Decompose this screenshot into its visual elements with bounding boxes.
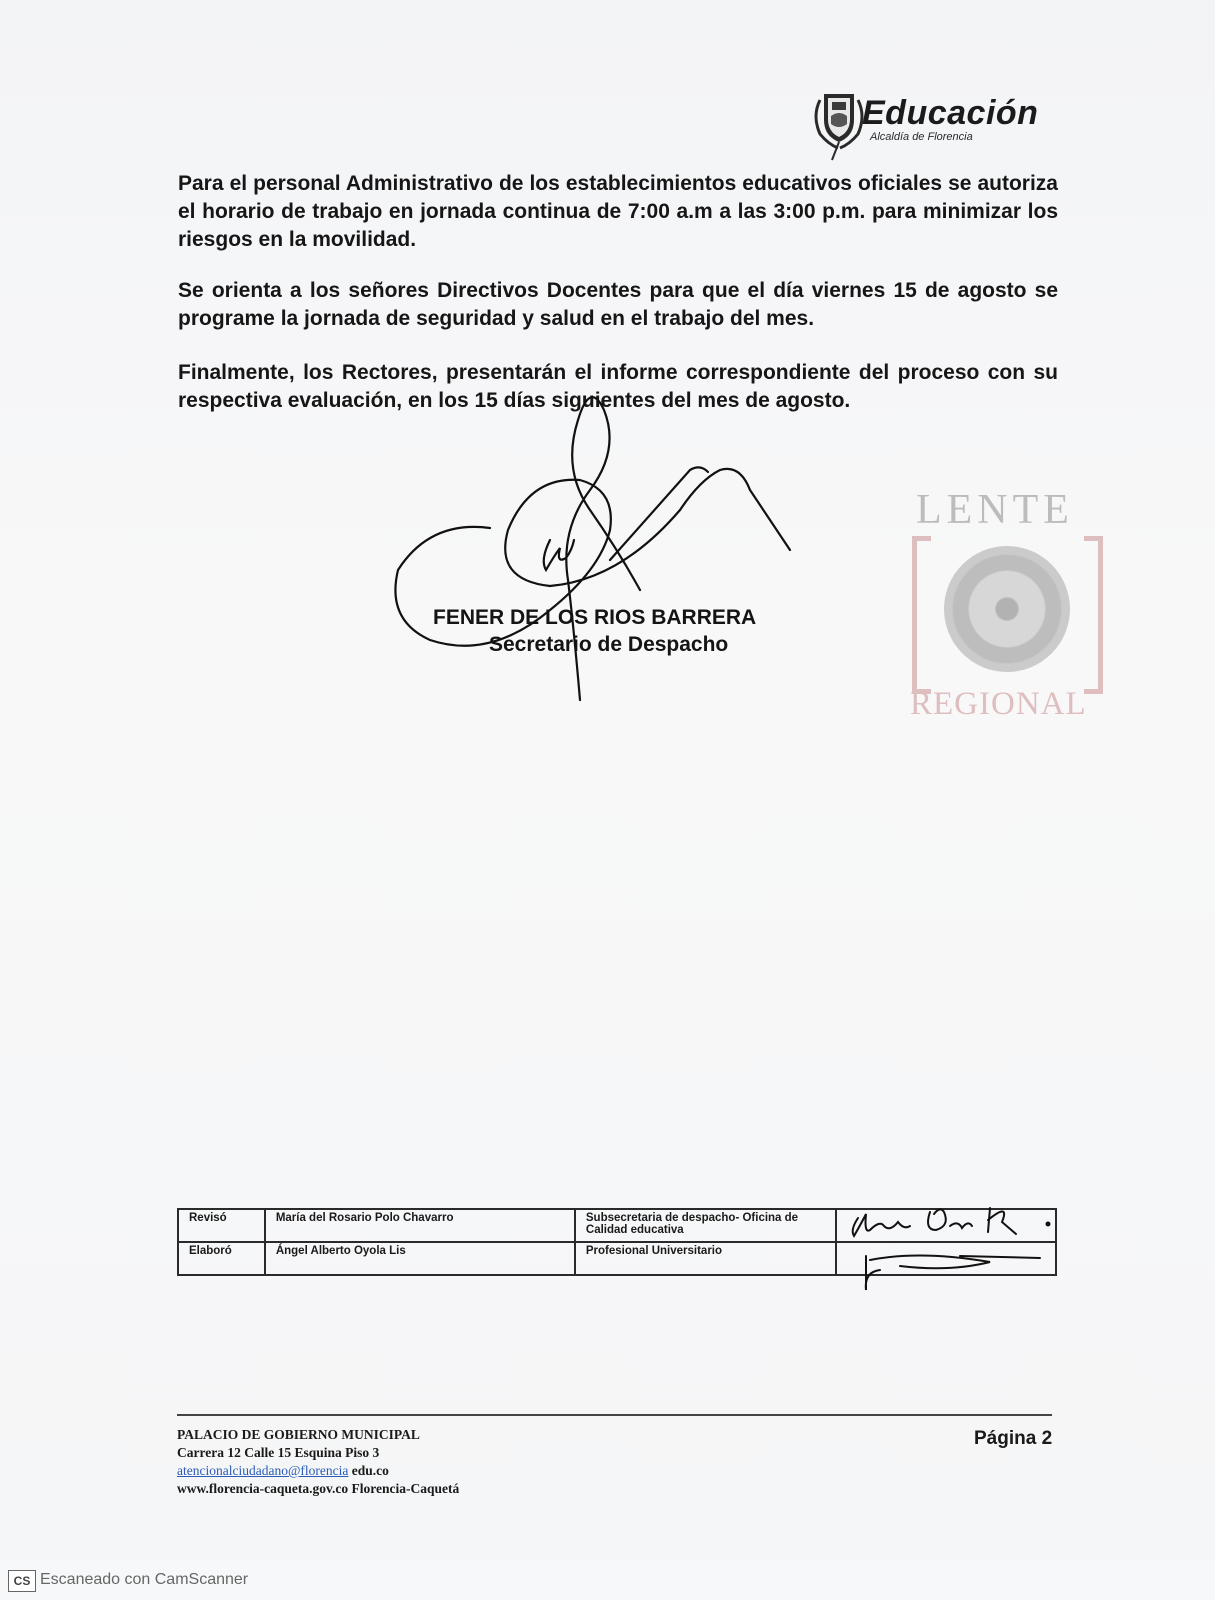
table-cell-person: Ángel Alberto Oyola Lis	[265, 1242, 575, 1275]
coat-of-arms-icon	[810, 90, 868, 162]
page-number: Página 2	[974, 1428, 1053, 1449]
camera-lens-icon	[944, 546, 1070, 672]
footer-website: www.florencia-caqueta.gov.co Florencia-Caquetá	[177, 1481, 460, 1496]
footer-email-line	[177, 1462, 459, 1480]
table-cell-person: María del Rosario Polo Chavarro	[265, 1209, 575, 1242]
table-cell-position: Profesional Universitario	[575, 1242, 836, 1275]
table-cell-position: Subsecretaria de despacho- Oficina de Calidad educativa	[575, 1209, 836, 1242]
paragraph-report: Finalmente, los Rectores, presentarán el informe correspondiente del proceso con su respectiva evaluación, en los 15 días siguientes del mes de agosto.	[178, 361, 1058, 412]
scanner-bar	[0, 1560, 1215, 1600]
signer-name: FENER DE LOS RIOS BARRERA	[433, 606, 757, 629]
footer-email-link[interactable]: atencionalciudadano@florencia	[177, 1463, 349, 1478]
paragraph-safety-day: Se orienta a los señores Directivos Docentes para que el día viernes 15 de agosto se programe la jornada de seguridad y salud en el trabajo del mes.	[178, 279, 1058, 330]
signer-role: Secretario de Despacho	[489, 633, 729, 656]
watermark-bracket-right	[1084, 536, 1103, 694]
table-cell-role: Elaboró	[178, 1242, 265, 1275]
logo-subtitle: Alcaldía de Florencia	[870, 131, 973, 143]
watermark-bracket-left	[912, 536, 931, 694]
scanner-caption: Escaneado con CamScanner	[40, 1571, 249, 1588]
footer-office: PALACIO DE GOBIERNO MUNICIPAL	[177, 1427, 420, 1442]
paragraph-schedule: Para el personal Administrativo de los establecimientos educativos oficiales se autoriza el horario de trabajo en jornada continua de 7:00 a.m a las 3:00 p.m. para minimizar los riesgos en la movilidad.	[178, 172, 1058, 251]
education-logo	[810, 90, 1070, 170]
camscanner-icon: CS	[8, 1570, 36, 1592]
watermark-top: LENTE	[916, 487, 1074, 533]
footer-street: Carrera 12 Calle 15 Esquina Piso 3	[177, 1445, 380, 1460]
footer-email-suffix: edu.co	[348, 1463, 389, 1478]
table-cell-role: Revisó	[178, 1209, 265, 1242]
reviewer-signatures	[840, 1200, 1060, 1310]
footer-address	[177, 1426, 459, 1498]
handwritten-signature	[390, 380, 820, 720]
lente-regional-watermark	[910, 486, 1105, 726]
logo-title: Educación	[862, 94, 1039, 132]
footer-divider	[177, 1414, 1052, 1416]
watermark-bottom: REGIONAL	[910, 686, 1087, 722]
